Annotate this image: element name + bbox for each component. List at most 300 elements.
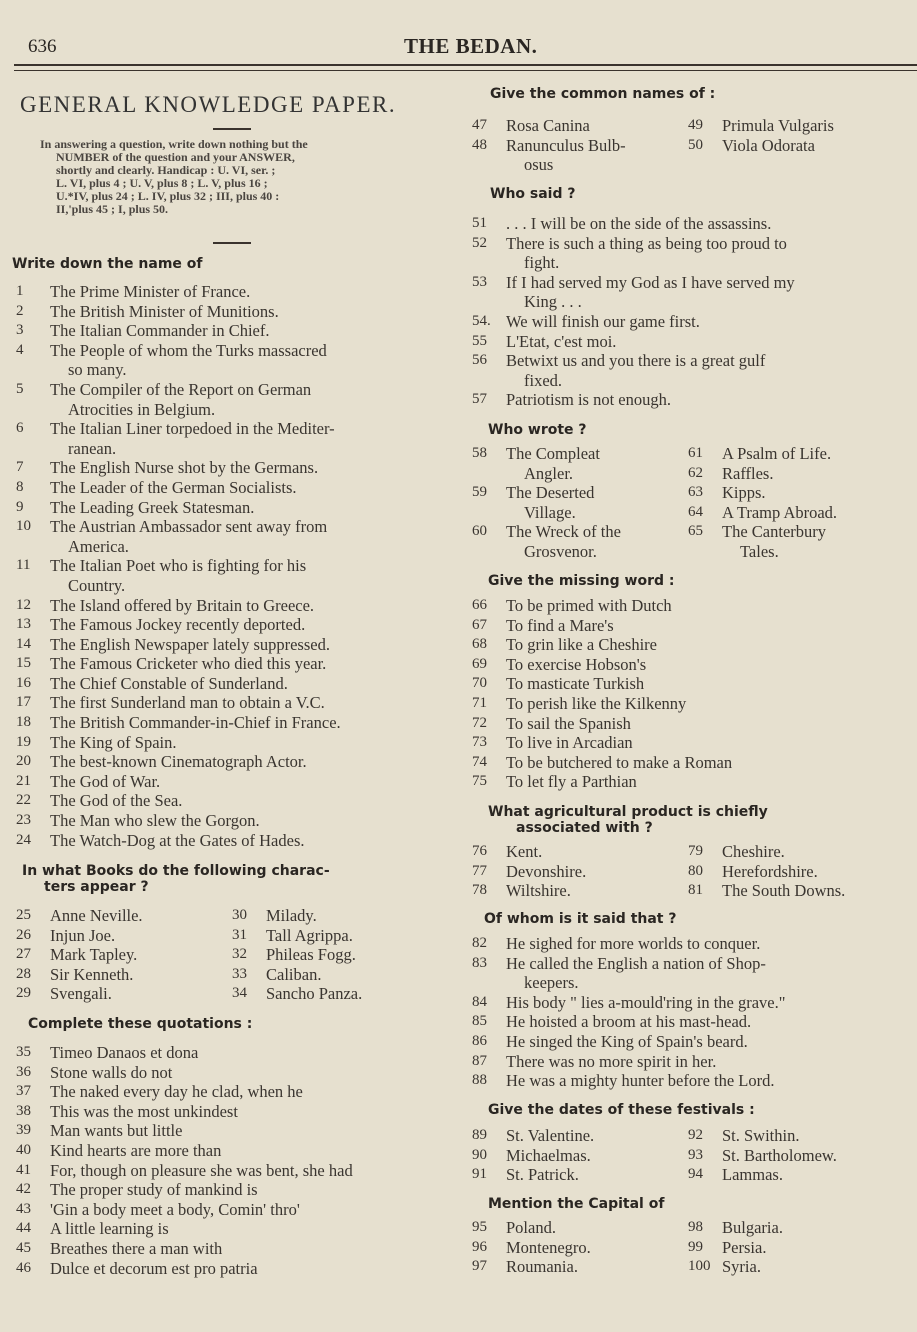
heading-line: In what Books do the following charac-: [22, 863, 330, 879]
question-item: [12, 926, 228, 946]
question-line: Herefordshire.: [722, 861, 818, 881]
question-item: [12, 984, 228, 1004]
question-text: [50, 752, 452, 772]
question-number: 29: [16, 985, 31, 1002]
question-item: [12, 498, 452, 518]
question-line: . . . I will be on the side of the assassins.: [506, 214, 772, 233]
question-text: [506, 616, 917, 636]
question-line: The God of the Sea.: [50, 791, 183, 811]
question-line: He was a mighty hunter before the Lord.: [506, 1071, 775, 1091]
question-line: The Deserted: [506, 483, 595, 503]
question-line: The Chief Constable of Sunderland.: [50, 673, 288, 693]
question-continuation: America.: [68, 536, 129, 556]
question-text: [506, 1238, 684, 1258]
question-text: [50, 945, 228, 965]
question-number: 67: [472, 616, 487, 633]
question-line: The Italian Liner torpedoed in the Mediter-: [50, 419, 335, 439]
question-line: Wiltshire.: [506, 881, 571, 901]
question-line: L'Etat, c'est moi.: [506, 331, 617, 351]
question-item: [12, 458, 452, 478]
quotations-list: [12, 1043, 452, 1278]
question-number: 63: [688, 484, 703, 501]
question-number: 93: [688, 1146, 703, 1163]
question-item: [684, 444, 908, 464]
question-item: [468, 136, 684, 175]
question-line: The English Newspaper lately suppressed.: [50, 634, 330, 654]
question-item: [684, 1218, 898, 1238]
question-line: The Compiler of the Report on German: [50, 379, 312, 399]
question-item: [684, 136, 898, 175]
question-item: [12, 341, 452, 380]
question-line: For, though on pleasure she was bent, she had: [50, 1160, 353, 1180]
question-text: [50, 556, 452, 595]
question-line: The British Minister of Munitions.: [50, 301, 279, 321]
question-line: The Man who slew the Gorgon.: [50, 811, 260, 831]
question-number: 34: [232, 985, 247, 1002]
question-text: [50, 791, 452, 811]
question-continuation: so many.: [68, 360, 127, 380]
question-line: His body " lies a-mould'ring in the grave.": [506, 992, 786, 1012]
section-heading-festivals: Give the dates of these festivals :: [488, 1102, 755, 1118]
question-number: 17: [16, 694, 31, 711]
question-number: 19: [16, 733, 31, 750]
question-continuation: osus: [524, 155, 554, 175]
instruction-line: L. VI, plus 4 ; U. V, plus 8 ; L. V, plus 16 ;: [56, 176, 268, 190]
question-continuation: ranean.: [68, 438, 117, 458]
question-text: [266, 906, 442, 926]
question-number: 39: [16, 1122, 31, 1139]
question-text: [50, 498, 452, 518]
question-number: 78: [472, 882, 487, 899]
question-line: The Watch-Dog at the Gates of Hades.: [50, 830, 305, 850]
question-text: [506, 1218, 684, 1238]
question-line: Michaelmas.: [506, 1145, 591, 1165]
question-number: 84: [472, 993, 487, 1010]
question-line: Roumania.: [506, 1257, 578, 1277]
question-text: [506, 214, 917, 234]
question-line: Viola Odorata: [722, 135, 815, 155]
of-whom-list: [468, 934, 917, 1091]
question-item: [12, 1141, 452, 1161]
question-item: [468, 522, 684, 561]
question-number: 96: [472, 1238, 487, 1255]
question-item: [12, 1219, 452, 1239]
question-text: [722, 1238, 898, 1258]
question-line: Montenegro.: [506, 1237, 591, 1257]
question-text: [722, 1257, 898, 1277]
question-number: 90: [472, 1146, 487, 1163]
question-line: St. Patrick.: [506, 1165, 579, 1185]
question-item: [12, 1082, 452, 1102]
question-item: [468, 954, 917, 993]
question-item: [468, 1218, 684, 1238]
question-item: [468, 881, 684, 901]
question-line: The Canterbury: [722, 522, 827, 542]
question-number: 14: [16, 635, 31, 652]
question-text: [50, 1200, 452, 1220]
question-item: [468, 312, 917, 332]
question-number: 20: [16, 753, 31, 770]
question-line: Persia.: [722, 1237, 767, 1257]
question-text: [722, 862, 898, 882]
question-text: [506, 1165, 684, 1185]
who-said-list: [468, 214, 917, 410]
question-item: [468, 753, 917, 773]
instruction-line: NUMBER of the question and your ANSWER,: [56, 150, 295, 164]
question-continuation: keepers.: [524, 973, 579, 993]
question-text: [50, 1180, 452, 1200]
question-text: [722, 1165, 898, 1185]
question-text: [506, 1071, 917, 1091]
question-line: The English Nurse shot by the Germans.: [50, 458, 319, 478]
question-number: 45: [16, 1239, 31, 1256]
question-line: St. Valentine.: [506, 1126, 595, 1145]
question-number: 86: [472, 1032, 487, 1049]
question-text: [722, 503, 908, 523]
question-line: Patriotism is not enough.: [506, 390, 671, 410]
question-number: 46: [16, 1259, 31, 1276]
question-item: [468, 674, 917, 694]
question-item: [12, 906, 228, 926]
question-number: 40: [16, 1141, 31, 1158]
question-text: [506, 934, 917, 954]
question-line: The Famous Cricketer who died this year.: [50, 654, 327, 674]
question-item: [12, 965, 228, 985]
question-number: 43: [16, 1200, 31, 1217]
question-number: 75: [472, 773, 487, 790]
question-text: [506, 1052, 917, 1072]
question-item: [468, 596, 917, 616]
question-text: [50, 380, 452, 419]
question-line: Primula Vulgaris: [722, 116, 834, 135]
question-item: [684, 1146, 898, 1166]
question-line: The People of whom the Turks massacred: [50, 340, 327, 360]
question-number: 50: [688, 136, 703, 153]
question-text: [50, 478, 452, 498]
question-item: [684, 483, 908, 503]
question-item: [684, 1238, 898, 1258]
question-line: Poland.: [506, 1218, 556, 1237]
question-line: Timeo Danaos et dona: [50, 1043, 199, 1062]
question-line: Phileas Fogg.: [266, 945, 356, 965]
running-title: THE BEDAN.: [404, 34, 538, 58]
question-text: [506, 234, 917, 273]
running-header: [0, 30, 917, 60]
question-text: [506, 1146, 684, 1166]
question-line: The British Commander-in-Chief in France.: [50, 713, 341, 733]
paper-title: GENERAL KNOWLEDGE PAPER.: [20, 92, 397, 117]
question-text: [50, 615, 452, 635]
question-text: [50, 458, 452, 478]
question-line: Sancho Panza.: [266, 984, 363, 1004]
question-text: [506, 954, 917, 993]
heading-line: associated with ?: [516, 820, 653, 836]
question-number: 12: [16, 596, 31, 613]
question-item: [468, 351, 917, 390]
question-line: Cheshire.: [722, 842, 785, 861]
question-number: 87: [472, 1052, 487, 1069]
question-item: [468, 772, 917, 792]
question-line: We will finish our game first.: [506, 311, 700, 331]
question-number: 5: [16, 380, 24, 397]
question-item: [468, 993, 917, 1013]
question-item: [12, 1063, 452, 1083]
question-text: [50, 831, 452, 851]
question-text: [50, 906, 228, 926]
capitals-grid: [468, 1218, 898, 1277]
question-number: 48: [472, 136, 487, 153]
question-line: The best-known Cinematograph Actor.: [50, 752, 307, 772]
question-line: To find a Mare's: [506, 615, 614, 635]
question-line: If I had served my God as I have served my: [506, 272, 795, 292]
question-line: To let fly a Parthian: [506, 772, 637, 792]
question-stack: [684, 444, 908, 483]
question-item: [12, 556, 452, 595]
question-line: The God of War.: [50, 771, 161, 791]
question-item: [12, 282, 452, 302]
question-line: The proper study of mankind is: [50, 1180, 258, 1200]
question-item: [12, 752, 452, 772]
question-line: Rosa Canina: [506, 116, 590, 135]
instruction-line: shortly and clearly. Handicap : U. VI, ser. ;: [56, 163, 276, 177]
question-item: [12, 733, 452, 753]
question-number: 4: [16, 341, 24, 358]
question-item: [12, 945, 228, 965]
question-line: To be butchered to make a Roman: [506, 752, 733, 772]
question-line: Syria.: [722, 1257, 761, 1277]
question-item: [468, 1052, 917, 1072]
question-continuation: fight.: [524, 253, 560, 273]
question-item: [468, 1032, 917, 1052]
question-item: [684, 1257, 898, 1277]
instruction-line: U.*IV, plus 24 ; L. IV, plus 32 ; III, plus 40 :: [56, 189, 280, 203]
question-item: [12, 674, 452, 694]
question-item: [468, 390, 917, 410]
question-number: 72: [472, 714, 487, 731]
section-heading-common-names: Give the common names of :: [490, 86, 716, 102]
question-text: [266, 945, 442, 965]
question-number: 26: [16, 926, 31, 943]
question-line: To perish like the Kilkenny: [506, 693, 687, 713]
question-line: To be primed with Dutch: [506, 596, 672, 615]
question-continuation: Tales.: [740, 541, 779, 561]
question-line: Breathes there a man with: [50, 1238, 223, 1258]
question-number: 83: [472, 954, 487, 971]
question-item: [468, 714, 917, 734]
question-number: 41: [16, 1161, 31, 1178]
question-number: 18: [16, 714, 31, 731]
question-number: 92: [688, 1127, 703, 1143]
question-continuation: Country.: [68, 575, 126, 595]
question-item: [12, 615, 452, 635]
question-text: [506, 1126, 684, 1146]
question-line: This was the most unkindest: [50, 1101, 238, 1121]
question-line: A Tramp Abroad.: [722, 502, 838, 522]
question-number: 62: [688, 464, 703, 481]
question-line: Kind hearts are more than: [50, 1140, 222, 1160]
question-continuation: fixed.: [524, 370, 563, 390]
agricultural-grid: [468, 842, 898, 901]
question-continuation: Grosvenor.: [524, 541, 597, 561]
question-text: [266, 926, 442, 946]
question-line: Raffles.: [722, 463, 774, 483]
question-line: The King of Spain.: [50, 732, 177, 752]
instruction-line: In answering a question, write down nothing but the: [40, 137, 308, 151]
question-line: There is such a thing as being too proud to: [506, 233, 787, 253]
question-number: 74: [472, 753, 487, 770]
question-item: [12, 772, 452, 792]
question-item: [684, 116, 898, 136]
question-number: 69: [472, 655, 487, 672]
question-line: The Prime Minister of France.: [50, 282, 251, 301]
question-line: He singed the King of Spain's beard.: [506, 1031, 748, 1051]
question-item: [12, 596, 452, 616]
question-item: [684, 881, 898, 901]
question-number: 60: [472, 523, 487, 540]
question-number: 66: [472, 597, 487, 613]
question-line: Lammas.: [722, 1165, 783, 1185]
question-line: Man wants but little: [50, 1121, 183, 1141]
question-text: [50, 1102, 452, 1122]
question-text: [506, 655, 917, 675]
instructions: [40, 138, 440, 216]
header-rule-thin: [14, 70, 917, 71]
question-text: [506, 674, 917, 694]
question-line: A little learning is: [50, 1219, 169, 1239]
question-text: [506, 596, 917, 616]
question-number: 30: [232, 907, 247, 923]
question-item: [12, 302, 452, 322]
question-text: [506, 273, 917, 312]
question-item: [468, 483, 684, 522]
question-item: [468, 1071, 917, 1091]
question-item: [228, 984, 442, 1004]
question-number: 11: [16, 557, 31, 574]
question-item: [468, 116, 684, 136]
common-names-grid: [468, 116, 898, 175]
section-heading-names: Write down the name of: [12, 256, 203, 272]
question-item: [684, 503, 908, 523]
question-item: [12, 693, 452, 713]
question-number: 2: [16, 302, 24, 319]
question-text: [722, 1146, 898, 1166]
question-item: [468, 842, 684, 862]
question-line: The Italian Commander in Chief.: [50, 321, 270, 341]
question-number: 68: [472, 636, 487, 653]
question-number: 88: [472, 1072, 487, 1089]
question-number: 98: [688, 1219, 703, 1235]
question-number: 13: [16, 616, 31, 633]
question-number: 23: [16, 812, 31, 829]
question-text: [722, 842, 898, 862]
question-text: [50, 302, 452, 322]
question-text: [50, 341, 452, 380]
question-text: [50, 674, 452, 694]
question-number: 64: [688, 503, 703, 520]
question-number: 57: [472, 391, 487, 408]
question-text: [506, 714, 917, 734]
question-number: 91: [472, 1166, 487, 1183]
question-number: 73: [472, 734, 487, 751]
instructions-rule: [213, 242, 251, 244]
question-text: [50, 1239, 452, 1259]
question-number: 27: [16, 946, 31, 963]
question-text: [722, 881, 898, 901]
question-line: He sighed for more worlds to conquer.: [506, 934, 761, 953]
question-number: 21: [16, 772, 31, 789]
question-line: To live in Arcadian: [506, 733, 633, 753]
question-item: [228, 945, 442, 965]
question-number: 76: [472, 843, 487, 859]
question-item: [684, 1126, 898, 1146]
question-stack: [684, 483, 908, 522]
question-number: 16: [16, 674, 31, 691]
section-heading-who-said: Who said ?: [490, 186, 576, 202]
question-text: [722, 483, 908, 503]
question-text: [50, 811, 452, 831]
question-text: [50, 1043, 452, 1063]
question-number: 10: [16, 518, 31, 535]
question-item: [468, 234, 917, 273]
who-wrote-grid: [468, 444, 908, 562]
title-rule: [213, 128, 251, 130]
question-number: 71: [472, 694, 487, 711]
heading-line: ters appear ?: [44, 879, 149, 895]
question-item: [468, 1012, 917, 1032]
question-line: The Famous Jockey recently deported.: [50, 615, 306, 635]
question-number: 59: [472, 484, 487, 501]
question-item: [12, 1259, 452, 1279]
section-heading-capitals: Mention the Capital of: [488, 1196, 665, 1212]
question-number: 77: [472, 862, 487, 879]
question-continuation: King . . .: [524, 292, 582, 312]
question-line: A Psalm of Life.: [722, 444, 832, 463]
question-text: [50, 321, 452, 341]
question-text: [50, 772, 452, 792]
question-item: [468, 694, 917, 714]
question-text: [50, 733, 452, 753]
question-text: [50, 1141, 452, 1161]
question-item: [468, 332, 917, 352]
question-text: [50, 1121, 452, 1141]
question-text: [50, 1219, 452, 1239]
question-number: 7: [16, 459, 24, 476]
question-text: [50, 713, 452, 733]
page-number: 636: [28, 36, 57, 57]
missing-word-list: [468, 596, 917, 792]
question-item: [684, 862, 898, 882]
question-number: 28: [16, 965, 31, 982]
question-number: 9: [16, 498, 24, 515]
question-text: [266, 965, 442, 985]
question-number: 44: [16, 1220, 31, 1237]
question-item: [12, 1121, 452, 1141]
question-item: [228, 926, 442, 946]
question-text: [506, 842, 684, 862]
question-line: The Compleat: [506, 444, 600, 463]
question-line: To sail the Spanish: [506, 713, 631, 733]
question-text: [506, 116, 684, 136]
question-line: Dulce et decorum est pro patria: [50, 1258, 258, 1278]
question-number: 61: [688, 445, 703, 461]
question-number: 80: [688, 862, 703, 879]
question-number: 24: [16, 831, 31, 848]
question-text: [50, 1082, 452, 1102]
section-heading-who-wrote: Who wrote ?: [488, 422, 587, 438]
question-text: [506, 635, 917, 655]
question-line: Devonshire.: [506, 861, 587, 881]
question-line: 'Gin a body meet a body, Comin' thro': [50, 1199, 300, 1219]
